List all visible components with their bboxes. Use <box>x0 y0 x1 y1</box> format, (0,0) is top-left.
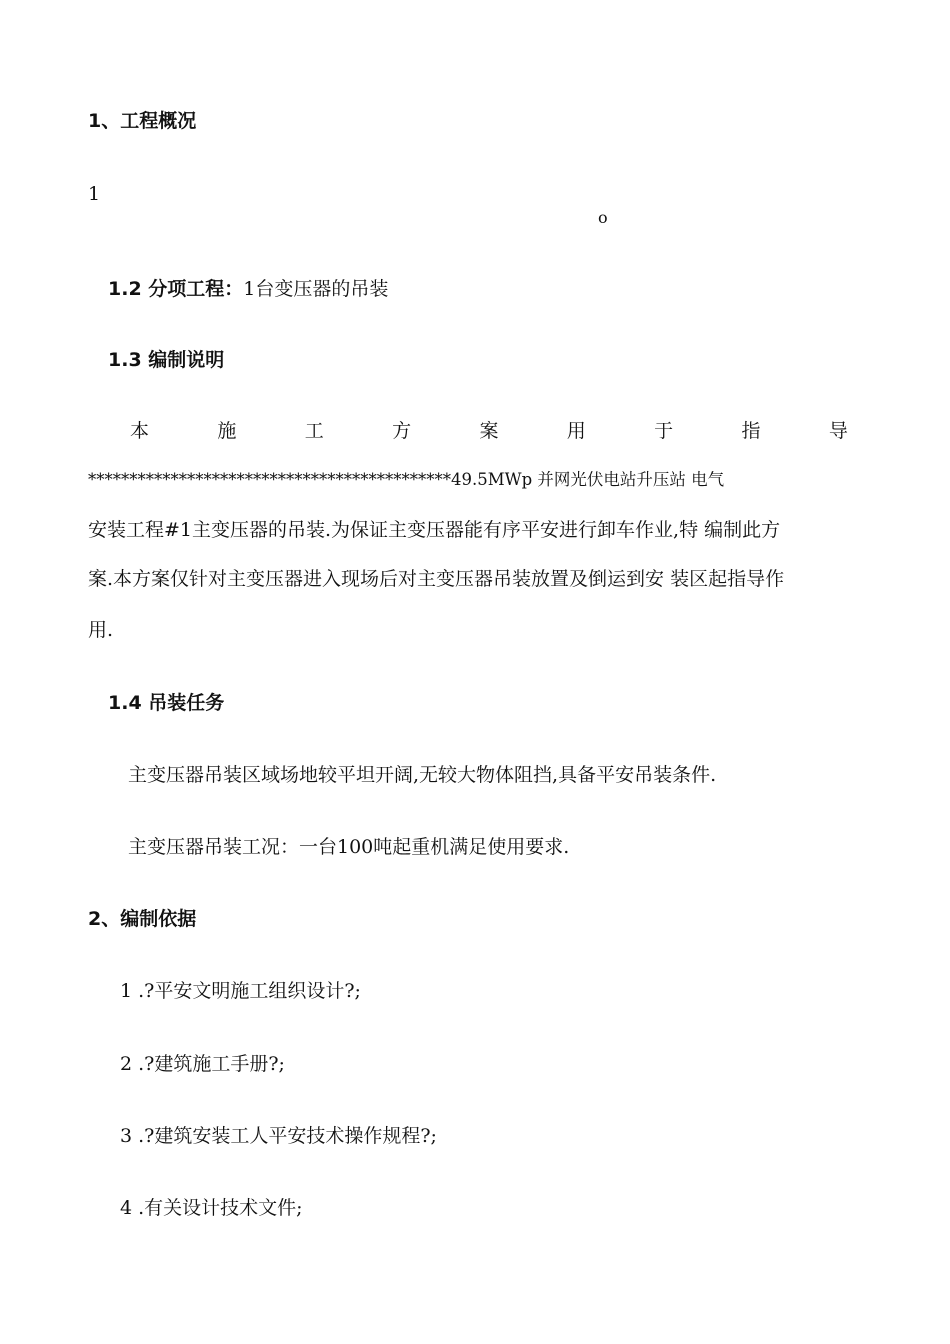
spaced-char: 用 <box>566 420 586 442</box>
section-2-title: 2、编制依据 <box>88 908 197 930</box>
reference-item: 4 .有关设计技术文件; <box>120 1197 303 1219</box>
spaced-char: 工 <box>304 420 324 442</box>
spaced-char: 导 <box>828 420 848 442</box>
section-1-3-spaced-line <box>130 422 848 441</box>
section-1-3-line: ********************************************49.5MWp 并网光伏电站升压站 电气 <box>88 470 725 489</box>
spaced-char: 方 <box>392 420 412 442</box>
spaced-char: 施 <box>217 420 237 442</box>
section-1-4-paragraph-2: 主变压器吊装工况：一台100吨起重机满足使用要求. <box>128 836 570 858</box>
section-1-2-text: 1台变压器的吊装 <box>243 278 389 300</box>
spaced-char: 于 <box>654 420 674 442</box>
section-1-2-label: 1.2 分项工程： <box>108 278 244 300</box>
reference-item: 2 .?建筑施工手册?; <box>120 1053 285 1075</box>
section-1-3-line: 案.本方案仅针对主变压器进入现场后对主变压器吊装放置及倒运到安 装区起指导作 <box>88 568 785 590</box>
spaced-char: 指 <box>741 420 761 442</box>
section-1-title: 1、工程概况 <box>88 110 197 132</box>
section-1-3-line: 用. <box>88 619 114 641</box>
section-1-2 <box>108 280 388 299</box>
section-1-1-end-mark: o <box>598 208 608 227</box>
section-1-4-paragraph-1: 主变压器吊装区域场地较平坦开阔,无较大物体阻挡,具备平安吊装条件. <box>128 764 717 786</box>
reference-item: 1 .?平安文明施工组织设计?; <box>120 980 361 1002</box>
section-1-1-number: 1 <box>88 183 101 205</box>
reference-item: 3 .?建筑安装工人平安技术操作规程?; <box>120 1125 437 1147</box>
section-1-4-title: 1.4 吊装任务 <box>108 692 225 714</box>
section-1-3-title: 1.3 编制说明 <box>108 349 225 371</box>
spaced-char: 本 <box>130 420 150 442</box>
spaced-char: 案 <box>479 420 499 442</box>
section-1-3-line: 安装工程#1主变压器的吊装.为保证主变压器能有序平安进行卸车作业,特 编制此方 <box>88 519 781 541</box>
